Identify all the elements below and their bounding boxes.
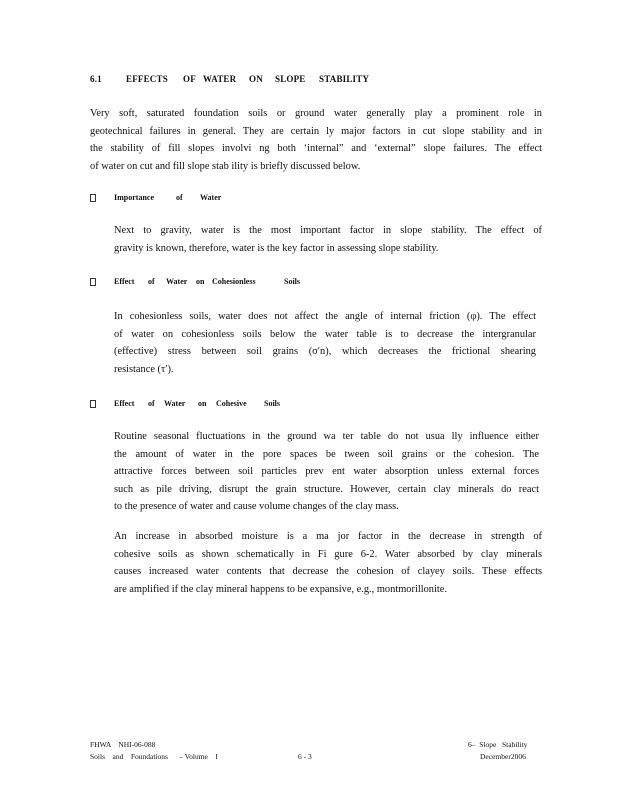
heading-word: STABILITY (319, 74, 370, 84)
text-line: the amount of water in the pore spaces be tween soil grains or the cohesion. The (114, 448, 539, 460)
bullet-title-word: of (148, 277, 155, 286)
paragraph-cohesionless-soils (114, 308, 536, 378)
footer-date: December2006 (480, 752, 526, 761)
intro-paragraph (90, 105, 542, 175)
text-line: to the presence of water and cause volume changes of the clay mass. (114, 501, 399, 512)
heading-word: OF (183, 74, 196, 84)
bullet-title-word: Water (200, 193, 222, 202)
text-line: of water on cohesionless soils below the water table is to decrease the intergranular (114, 328, 536, 340)
bullet-title-word: Water (164, 399, 186, 408)
section-heading (90, 74, 369, 84)
text-line: In cohesionless soils, water does not affect the angle of internal friction (φ). The effect (114, 311, 536, 322)
text-line: resistance (τ′). (114, 363, 174, 375)
bullet-title-word: Effect (114, 399, 135, 408)
bullet-box-icon (90, 400, 96, 408)
bullet-heading-importance-of-water (90, 193, 221, 202)
heading-word: ON (249, 74, 263, 84)
footer-report-id: FHWA NHI-06-088 (90, 740, 156, 749)
text-line: cohesive soils as shown schematically in Fi gure 6-2. Water absorbed by clay minerals (114, 548, 542, 560)
bullet-box-icon (90, 194, 96, 202)
bullet-title-word: Soils (264, 399, 281, 408)
bullet-title-word: Soils (284, 277, 301, 286)
bullet-title-word: Cohesionless (212, 277, 256, 286)
text-line: attractive forces between soil particles prev ent water absorption unless external forces (114, 466, 539, 477)
heading-word: SLOPE (275, 74, 306, 84)
text-line: (effective) stress between soil grains (σ′n), which decreases the frictional shearing (114, 346, 536, 357)
text-line: the stability of fill slopes involvi ng both ‘internal” and ‘external” slope failures. The effect (90, 143, 542, 154)
bullet-title-word: Water (166, 277, 188, 286)
footer-chapter-title: 6– Slope Stability (468, 740, 528, 749)
text-line: of water on cut and fill slope stab ility is briefly discussed below. (90, 160, 361, 172)
text-line: gravity is known, therefore, water is the key factor in assessing slope stability. (114, 242, 439, 254)
bullet-box-icon (90, 278, 96, 286)
bullet-title-word: on (196, 277, 205, 286)
bullet-title-word: Cohesive (216, 399, 247, 408)
bullet-title-word: of (148, 399, 155, 408)
bullet-heading-cohesionless-soils (90, 277, 300, 286)
text-line: Very soft, saturated foundation soils or ground water generally play a prominent role in (90, 108, 542, 119)
bullet-title-word: on (198, 399, 207, 408)
heading-word: WATER (203, 74, 237, 84)
section-number: 6.1 (90, 74, 102, 84)
footer-document-title: Soils and Foundations – Volume I (90, 752, 218, 761)
bullet-title-word: Importance (114, 193, 154, 202)
text-line: Next to gravity, water is the most important factor in slope stability. The effect of (114, 225, 542, 236)
footer-page-number: 6 - 3 (298, 752, 312, 761)
text-line: geotechnical failures in general. They are certain ly major factors in cut slope stability and in (90, 125, 542, 137)
text-line: are amplified if the clay mineral happens to be expansive, e.g., montmorillonite. (114, 583, 447, 595)
heading-word: EFFECTS (126, 74, 168, 84)
bullet-title-word: of (176, 193, 183, 202)
text-line: Routine seasonal fluctuations in the ground wa ter table do not usua lly influence either (114, 431, 539, 442)
bullet-title-word: Effect (114, 277, 135, 286)
paragraph-cohesive-soils-2 (114, 528, 542, 598)
paragraph-cohesive-soils-1 (114, 428, 539, 516)
bullet-heading-cohesive-soils (90, 399, 280, 408)
paragraph-importance-of-water (114, 222, 542, 257)
text-line: causes increased water contents that decrease the cohesion of clayey soils. These effects (114, 566, 542, 577)
text-line: An increase in absorbed moisture is a ma jor factor in the decrease in strength of (114, 531, 542, 542)
text-line: such as pile driving, disrupt the grain structure. However, certain clay minerals do react (114, 483, 539, 495)
